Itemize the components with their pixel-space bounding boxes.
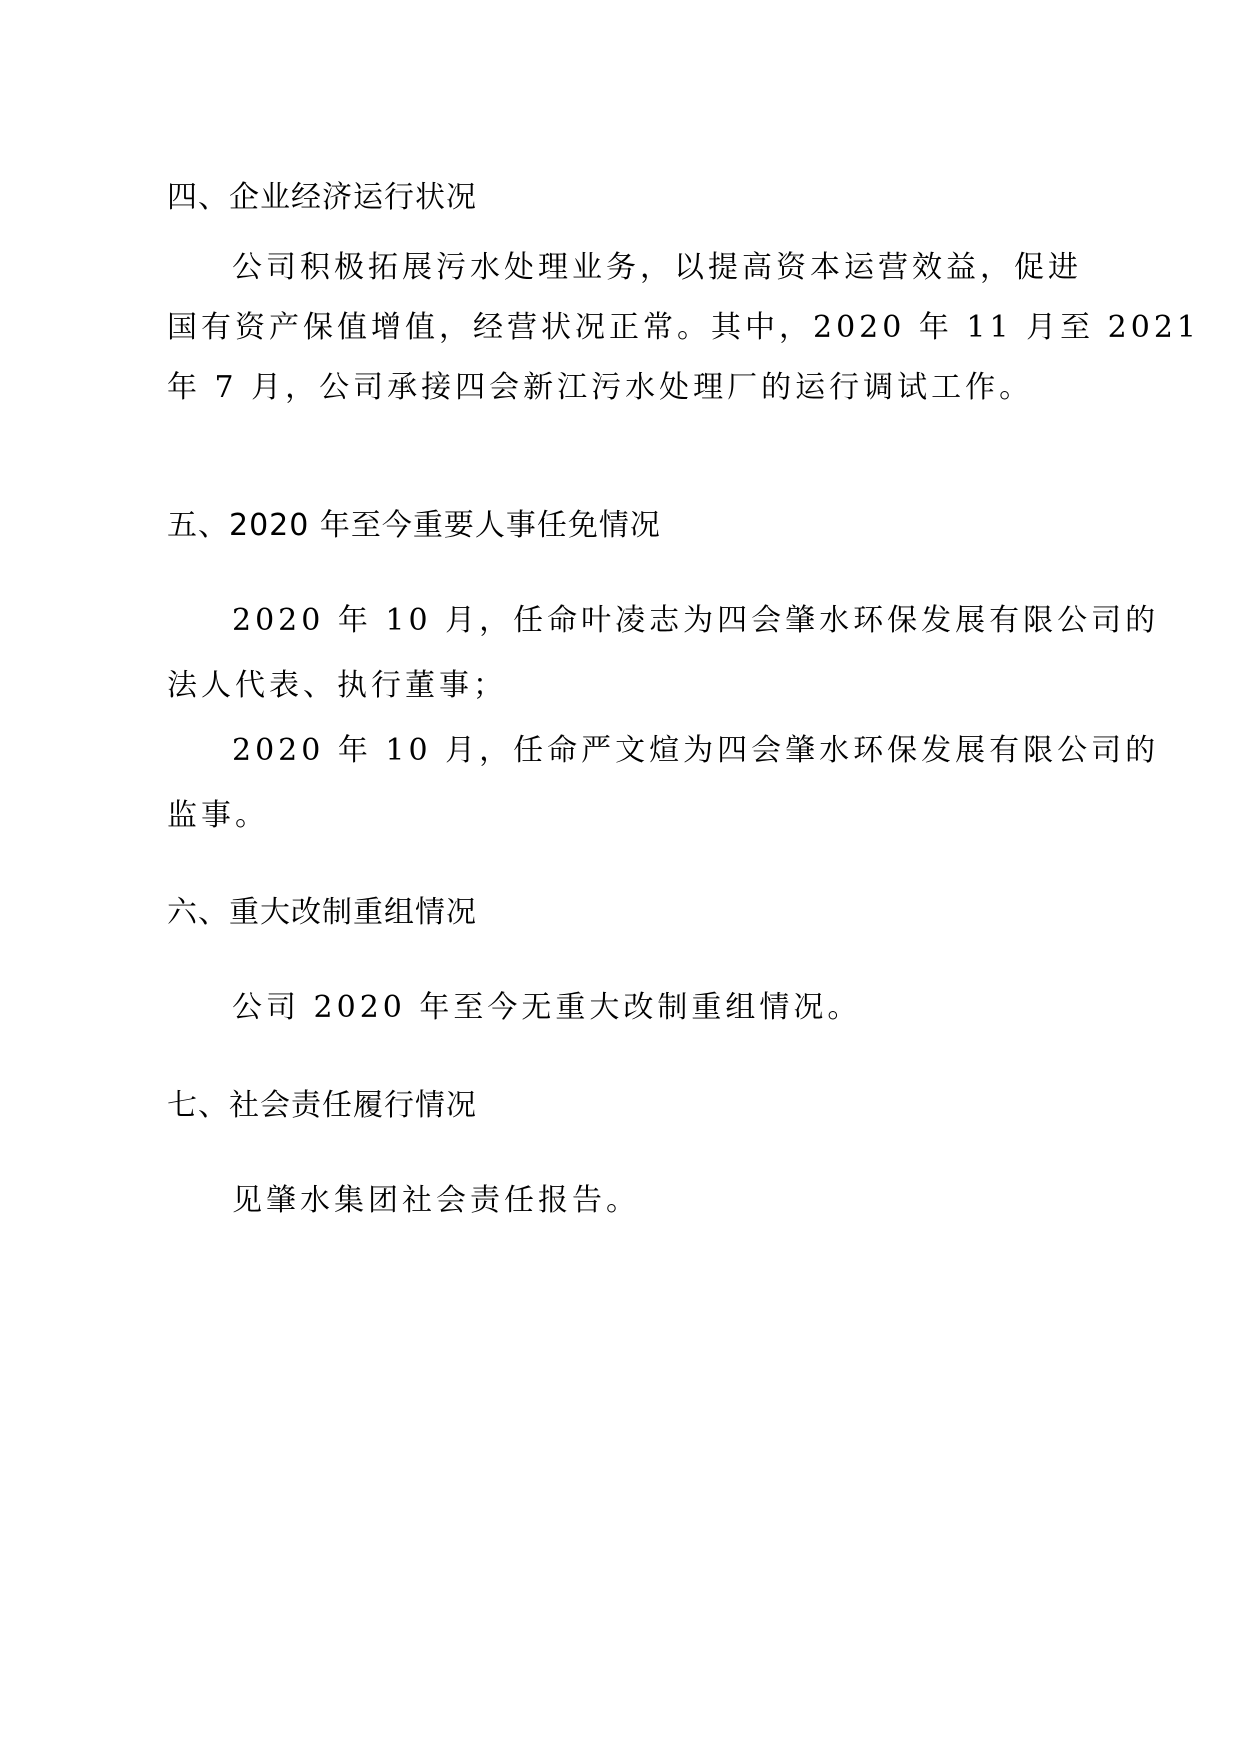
paragraph-line: 见肇水集团社会责任报告。 bbox=[232, 1183, 640, 1218]
paragraph-line: 2020 年 10 月，任命叶凌志为四会肇水环保发展有限公司的 bbox=[232, 603, 1160, 638]
paragraph-line: 公司 2020 年至今无重大改制重组情况。 bbox=[232, 990, 862, 1025]
paragraph-line: 年 7 月，公司承接四会新江污水处理厂的运行调试工作。 bbox=[167, 370, 1034, 405]
paragraph-line: 国有资产保值增值，经营状况正常。其中，2020 年 11 月至 2021 bbox=[167, 310, 1201, 345]
section-heading-social-responsibility: 七、社会责任履行情况 bbox=[167, 1088, 477, 1123]
paragraph-line: 公司积极拓展污水处理业务，以提高资本运营效益，促进 bbox=[232, 250, 1082, 285]
paragraph-line: 2020 年 10 月，任命严文煊为四会肇水环保发展有限公司的 bbox=[232, 733, 1160, 768]
paragraph-line: 法人代表、执行董事； bbox=[167, 668, 507, 703]
paragraph-line: 监事。 bbox=[167, 798, 269, 833]
section-heading-economic-status: 四、企业经济运行状况 bbox=[167, 180, 477, 215]
section-heading-restructuring: 六、重大改制重组情况 bbox=[167, 895, 477, 930]
section-heading-personnel-appointments: 五、2020 年至今重要人事任免情况 bbox=[167, 508, 661, 543]
